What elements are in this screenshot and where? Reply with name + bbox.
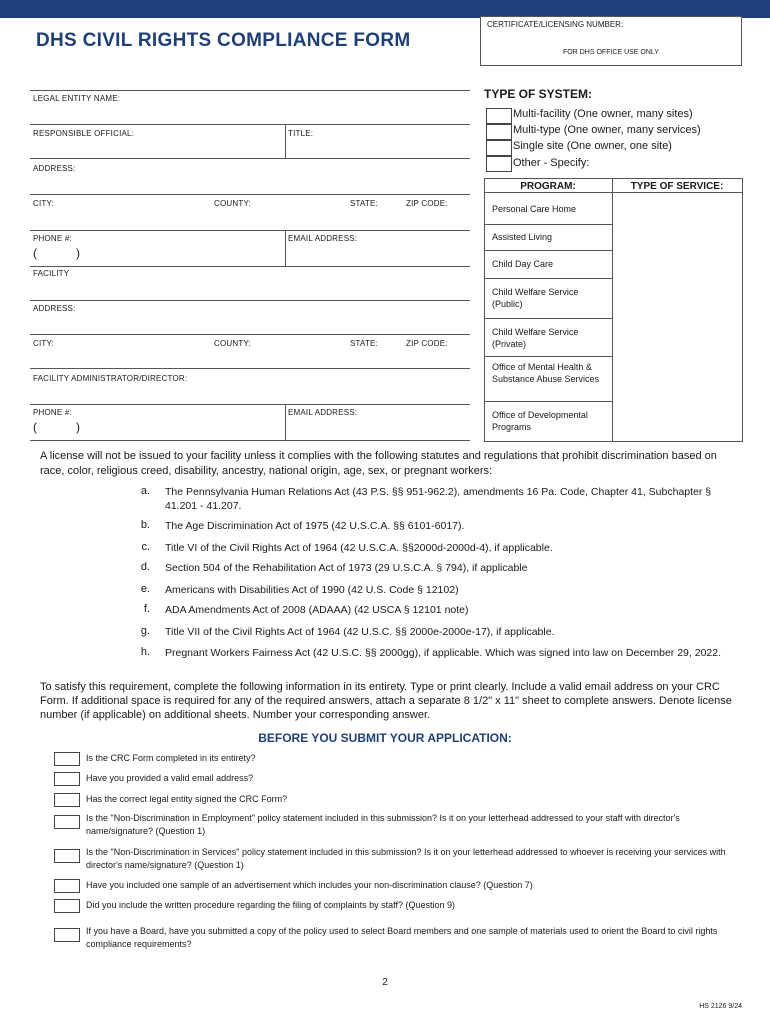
checklist-checkbox[interactable] xyxy=(54,815,80,829)
county-label: COUNTY: xyxy=(214,199,251,208)
statute-text: Section 504 of the Rehabilitation Act of 1973 (29 U.S.C.A. § 794), if applicable xyxy=(165,562,528,574)
facility-zip-label: ZIP CODE: xyxy=(406,339,448,348)
checklist-item: If you have a Board, have you submitted a copy of the policy used to select Board members and one sample of materials used to orient the Board to civil rights compliance requirements? xyxy=(86,926,718,949)
facility-state-label: STATE: xyxy=(350,339,379,348)
address-label: ADDRESS: xyxy=(33,164,76,173)
statute-letter: g. xyxy=(140,625,150,637)
statute-letter: f. xyxy=(143,603,150,615)
facility-admin-label: FACILITY ADMINISTRATOR/DIRECTOR: xyxy=(33,374,188,383)
facility-phone-paren-close: ) xyxy=(76,420,80,434)
statute-letter: h. xyxy=(140,646,150,658)
checklist-checkbox[interactable] xyxy=(54,772,80,786)
system-checkbox[interactable] xyxy=(486,156,512,172)
license-intro-text: A license will not be issued to your facility unless it complies with the following statutes and regulations that prohibit discrimination based on race, color, religious creed, disability, ancestry, national origin, age, sex, or pregnant workers: xyxy=(40,450,717,477)
statute-text: Americans with Disabilities Act of 1990 (42 U.S. Code § 12102) xyxy=(165,584,459,596)
checklist-item: Is the "Non-Discrimination in Employment" policy statement included in this submission? Is it on your letterhead addressed to your staff with director's name/signature? (Question 1) xyxy=(86,813,680,836)
system-option-label: Multi-type (One owner, many services) xyxy=(513,124,701,136)
program-row: Personal Care Home xyxy=(492,204,577,214)
zip-code-label: ZIP CODE: xyxy=(406,199,448,208)
responsible-official-label: RESPONSIBLE OFFICIAL: xyxy=(33,129,135,138)
facility-label: FACILITY xyxy=(33,269,70,278)
city-label: CITY: xyxy=(33,199,55,208)
checklist-checkbox[interactable] xyxy=(54,899,80,913)
statute-letter: d. xyxy=(140,561,150,573)
statute-text: The Pennsylvania Human Relations Act (43 P.S. §§ 951-962.2), amendments 16 Pa. Code, Chapter 41, Subchapter § 41.201 - 41.207. xyxy=(165,486,712,512)
checklist-item: Has the correct legal entity signed the CRC Form? xyxy=(86,794,288,804)
statute-text: Title VI of the Civil Rights Act of 1964 (42 U.S.C.A. §§2000d-2000d-4), if applicable. xyxy=(165,542,553,554)
certificate-number-box[interactable] xyxy=(480,16,742,66)
type-of-system-heading: TYPE OF SYSTEM: xyxy=(484,87,593,101)
checklist-item: Is the "Non-Discrimination in Services" policy statement included in this submission? Is it on your letterhead addressed to whoever is receiving your services with director's name/signature? (Question 1) xyxy=(86,847,726,870)
statute-letter: a. xyxy=(140,485,150,497)
statute-text: The Age Discrimination Act of 1975 (42 U.S.C.A. §§ 6101-6017). xyxy=(165,520,465,532)
system-checkbox[interactable] xyxy=(486,108,512,124)
checklist-checkbox[interactable] xyxy=(54,879,80,893)
type-of-service-heading: TYPE OF SERVICE: xyxy=(630,181,724,192)
system-option-label: Other - Specify: xyxy=(513,157,590,169)
checklist-item: Is the CRC Form completed in its entirety? xyxy=(86,753,256,763)
phone-paren-open: ( xyxy=(33,246,37,260)
form-number: HS 2126 9/24 xyxy=(699,1003,742,1010)
certificate-label: CERTIFICATE/LICENSING NUMBER: xyxy=(487,20,624,29)
program-row: Assisted Living xyxy=(492,232,553,242)
page-number: 2 xyxy=(382,977,388,988)
system-option-label: Multi-facility (One owner, many sites) xyxy=(513,108,693,120)
statute-letter: e. xyxy=(140,583,150,595)
facility-county-label: COUNTY: xyxy=(214,339,251,348)
checklist-checkbox[interactable] xyxy=(54,793,80,807)
checklist-checkbox[interactable] xyxy=(54,928,80,942)
statute-letter: c. xyxy=(141,541,150,553)
system-option-label: Single site (One owner, one site) xyxy=(513,140,672,152)
statute-text: Pregnant Workers Fairness Act (42 U.S.C. §§ 2000gg), if applicable. Which was signed into law on December 29, 2022. xyxy=(165,647,722,659)
program-heading: PROGRAM: xyxy=(520,181,576,192)
program-row: Child Welfare Service (Private) xyxy=(492,327,579,349)
email-label: EMAIL ADDRESS: xyxy=(288,234,358,243)
statute-text: Title VII of the Civil Rights Act of 1964 (42 U.S.C. §§ 2000e-2000e-17), if applicable. xyxy=(165,626,555,638)
checklist-checkbox[interactable] xyxy=(54,849,80,863)
program-row: Child Welfare Service (Public) xyxy=(492,287,579,309)
checklist-heading: BEFORE YOU SUBMIT YOUR APPLICATION: xyxy=(258,731,512,745)
legal-entity-name-label: LEGAL ENTITY NAME: xyxy=(33,94,121,103)
dhs-office-use-label: FOR DHS OFFICE USE ONLY xyxy=(563,49,659,56)
program-row: Office of Developmental Programs xyxy=(492,410,588,432)
form-title: DHS CIVIL RIGHTS COMPLIANCE FORM xyxy=(36,30,411,51)
facility-address-label: ADDRESS: xyxy=(33,304,76,313)
phone-paren-close: ) xyxy=(76,246,80,260)
statute-letter: b. xyxy=(140,519,150,531)
checklist-checkbox[interactable] xyxy=(54,752,80,766)
facility-email-label: EMAIL ADDRESS: xyxy=(288,408,358,417)
facility-phone-paren-open: ( xyxy=(33,420,37,434)
state-label: STATE: xyxy=(350,199,379,208)
checklist-item: Did you include the written procedure regarding the filing of complaints by staff? (Question 9) xyxy=(86,900,456,910)
title-label: TITLE: xyxy=(288,129,314,138)
program-row: Child Day Care xyxy=(492,259,554,269)
program-row: Office of Mental Health & Substance Abuse Services xyxy=(492,362,600,384)
system-checkbox[interactable] xyxy=(486,140,512,156)
phone-label: PHONE #: xyxy=(33,234,72,243)
statute-text: ADA Amendments Act of 2008 (ADAAA) (42 USCA § 12101 note) xyxy=(165,604,469,616)
system-checkbox[interactable] xyxy=(486,124,512,140)
facility-phone-label: PHONE #: xyxy=(33,408,72,417)
instructions-text: To satisfy this requirement, complete the following information in its entirety. Type or print clearly. Include a valid email address on your CRC Form. If additional space is required for any of the required answers, attach a separate 8 1/2" x 11" sheet to complete answers. Denote license number (if applicable) on additional sheets. Number your corresponding answer. xyxy=(40,681,732,721)
facility-city-label: CITY: xyxy=(33,339,55,348)
checklist-item: Have you included one sample of an advertisement which includes your non-discrimination clause? (Question 7) xyxy=(86,880,533,890)
checklist-item: Have you provided a valid email address? xyxy=(86,773,254,783)
